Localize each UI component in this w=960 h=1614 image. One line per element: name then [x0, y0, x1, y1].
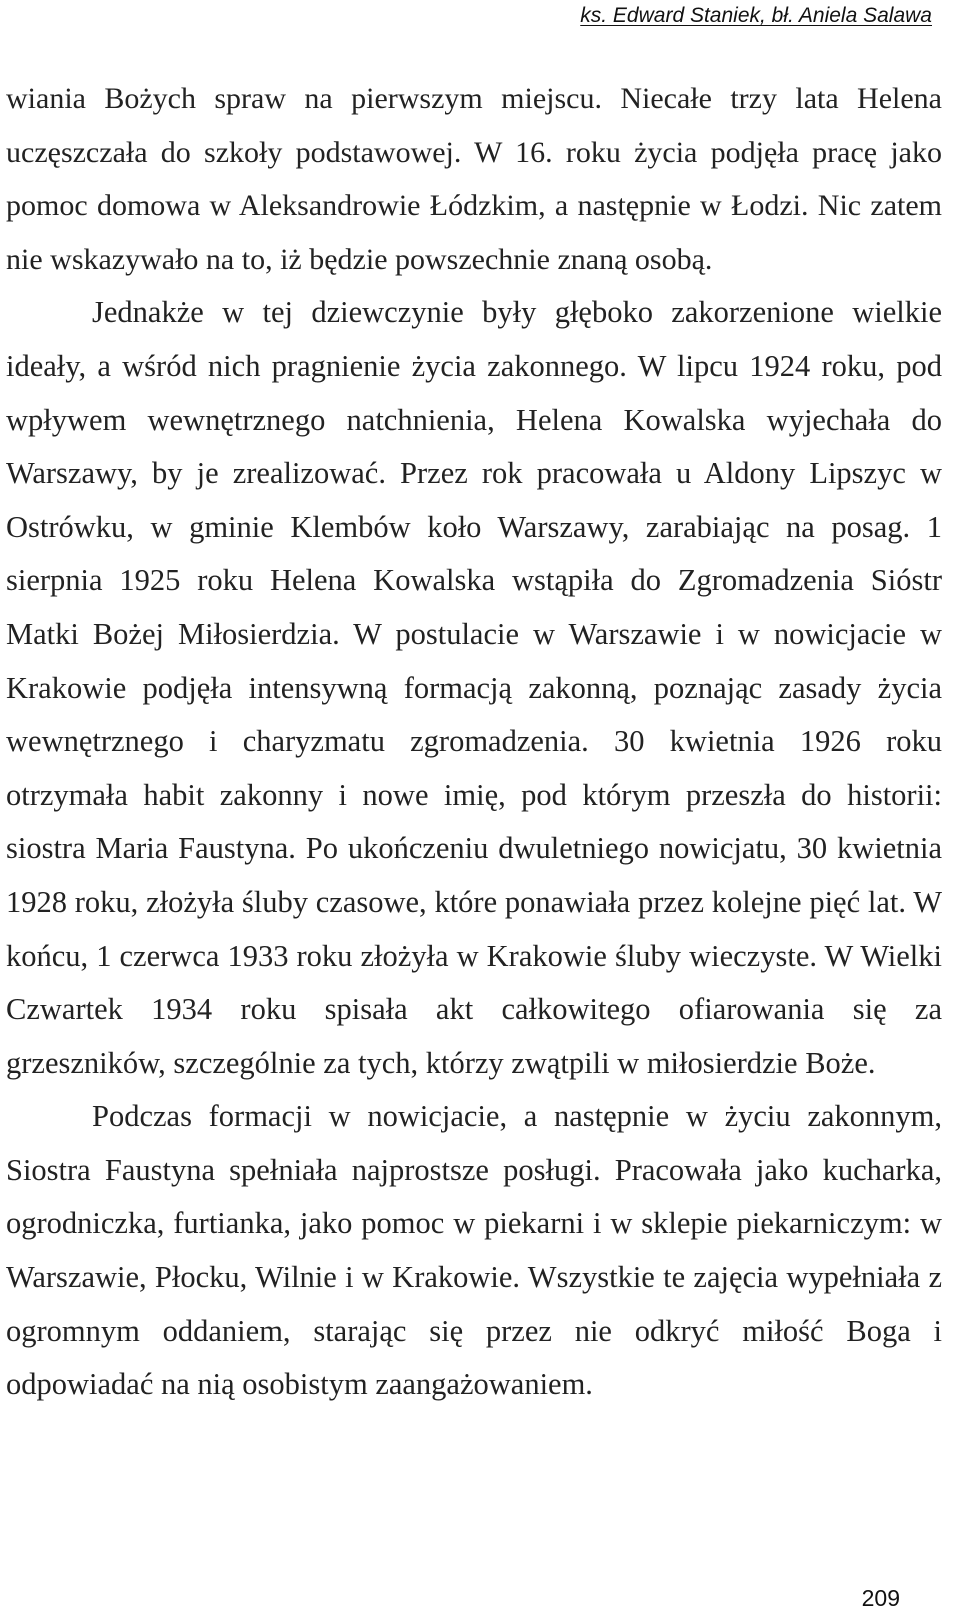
paragraph-3: Podczas formacji w nowicjacie, a następnie w życiu zakonnym, Siostra Faustyna spełniała najprostsze posługi. Pracowała jako kucharka, ogrodniczka, furtianka, jako pomoc w piekarni i w sklepie piekarniczym: w Warszawie, Płocku, Wilnie i w Krakowie. Wszystkie te zajęcia wypełniała z ogromnym oddaniem, starając się przez nie odkryć miłość Boga i odpowiadać na nią osobistym zaangażowaniem.: [6, 1099, 942, 1402]
paragraph-2: Jednakże w tej dziewczynie były głęboko zakorzenione wielkie ideały, a wśród nich pragnienie życia zakonnego. W lipcu 1924 roku, pod wpływem wewnętrznego natchnienia, Helena Kowalska wyjechała do Warszawy, by je zrealizować. Przez rok pracowała u Aldony Lipszyc w Ostrówku, w gminie Klembów koło Warszawy, zarabiając na posag. 1 sierpnia 1925 roku Helena Kowalska wstąpiła do Zgromadzenia Sióstr Matki Bożej Miłosierdzia. W postulacie w Warszawie i w nowicjacie w Krakowie podjęła intensywną formacją zakonną, poznając zasady życia wewnętrznego i charyzmatu zgromadzenia. 30 kwietnia 1926 roku otrzymała habit zakonny i nowe imię, pod którym przeszła do historii: siostra Maria Faustyna. Po ukończeniu dwuletniego nowicjatu, 30 kwietnia 1928 roku, złożyła śluby czasowe, które ponawiała przez kolejne pięć lat. W końcu, 1 czerwca 1933 roku złożyła w Krakowie śluby wieczyste. W Wielki Czwartek 1934 roku spisała akt całkowitego ofiarowania się za grzeszników, szczególnie za tych, którzy zwątpili w miłosierdzie Boże.: [6, 295, 942, 1080]
paragraph-1: wiania Bożych spraw na pierwszym miejscu. Niecałe trzy lata Helena uczęszczała do szkoły podstawowej. W 16. roku życia podjęła pracę jako pomoc domowa w Aleksandrowie Łódzkim, a następnie w Łodzi. Nic zatem nie wskazywało na to, iż będzie powszechnie znaną osobą.: [6, 82, 942, 276]
page-number: 209: [861, 1585, 900, 1611]
page-body: [6, 72, 942, 1412]
running-header: ks. Edward Staniek, bł. Aniela Salawa: [580, 4, 932, 27]
